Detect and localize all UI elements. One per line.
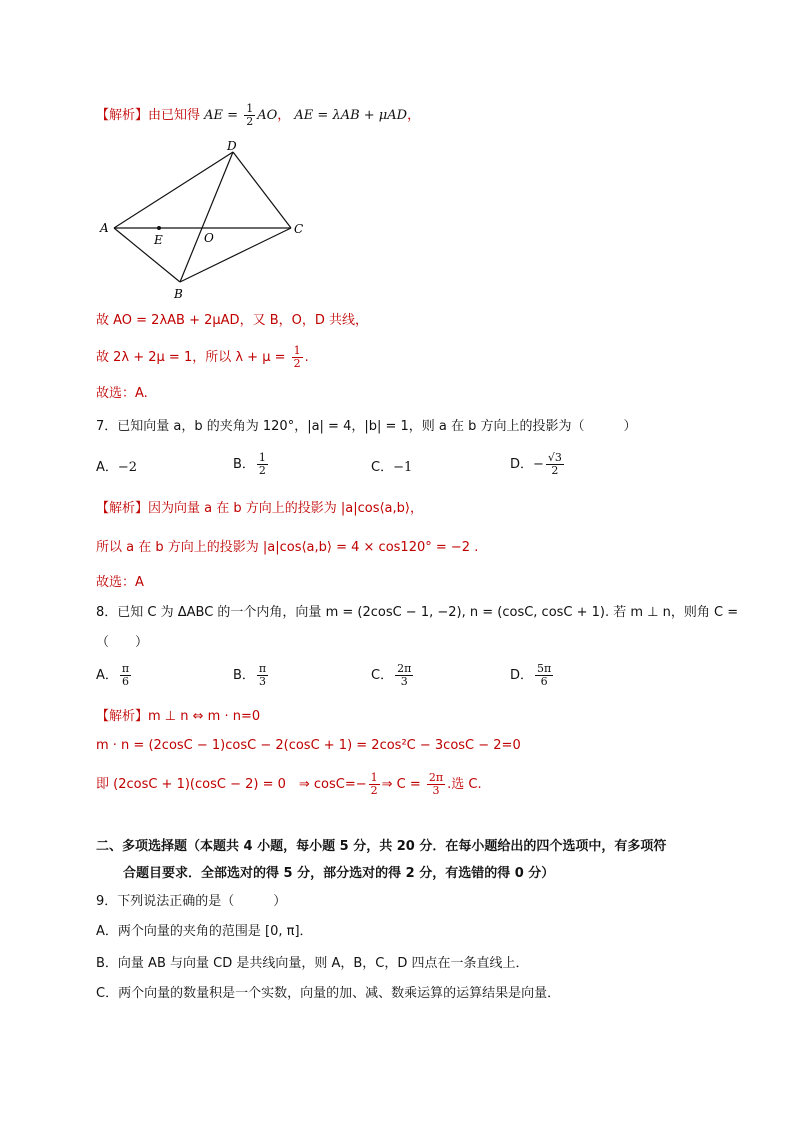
- sol6-line3: 故 2λ + 2μ = 1，所以 λ + μ = $\frac{1}{2}$ .: [96, 344, 309, 370]
- sol6-line2: 故 AO = 2λAB + 2μAD，又 B，O，D 共线，: [96, 313, 368, 328]
- q7-solution-line1: 【解析】因为向量 a 在 b 方向上的投影为 |a|cos⟨a,b⟩，: [96, 501, 423, 516]
- section-heading-line2: 合题目要求．全部选对的得 5 分，部分选对的得 2 分，有选错的得 0 分）: [123, 866, 555, 881]
- label-B: B: [174, 287, 183, 301]
- q8-option-c: C． $\frac{2\pi}{3}$: [371, 662, 412, 688]
- q8-option-a: A． $\frac{\pi}{6}$: [96, 662, 130, 688]
- q9-stem: 9．下列说法正确的是（ ）: [96, 894, 287, 909]
- q7-answer: 故选：A: [96, 575, 144, 590]
- q8-solution-line3: 即 (2cosC + 1)(cosC − 2) = 0 ⇒ cosC=− $\frac{1}{2}$ ⇒ C = $\frac{2\pi}{3}$ .选 C.: [96, 771, 482, 797]
- fraction: $\frac{1}{2}$: [246, 102, 254, 128]
- edge-AD: [114, 152, 233, 228]
- q7-option-a: A．−2: [96, 460, 138, 475]
- q8-solution-line2: m · n = (2cosC − 1)cosC − 2(cosC + 1) = 2cos²C − 3cosC − 2=0: [96, 738, 521, 753]
- edge-DC: [233, 152, 291, 228]
- edge-BA: [114, 228, 180, 282]
- section-heading-line1: 二、多项选择题（本题共 4 小题，每小题 5 分，共 20 分．在每小题给出的四个选项中，有多项符: [96, 839, 667, 854]
- q7-stem: 7．已知向量 a，b 的夹角为 120°，|a| = 4，|b| = 1，则 a 在 b 方向上的投影为（ ）: [96, 419, 637, 434]
- q8-stem-line2: （ ）: [96, 635, 149, 650]
- label-D: D: [227, 140, 237, 153]
- label-C: C: [294, 222, 304, 236]
- point-E: [157, 226, 161, 230]
- q7-option-b: B． $\frac{1}{2}$: [233, 451, 266, 477]
- label-O: O: [204, 231, 214, 245]
- q8-option-b: B． $\frac{\pi}{3}$: [233, 662, 267, 688]
- q8-solution-line1: 【解析】m ⊥ n ⇔ m · n=0: [96, 709, 261, 724]
- edge-CB: [180, 228, 291, 282]
- q7-solution-line2: 所以 a 在 b 方向上的投影为 |a|cos⟨a,b⟩ = 4 × cos120° = −2 .: [96, 540, 479, 555]
- label-E: E: [154, 233, 163, 247]
- q8-option-d: D． $\frac{5\pi}{6}$: [510, 662, 552, 688]
- solution-tag: 【解析】: [96, 108, 149, 123]
- sol6-answer: 故选：A.: [96, 386, 148, 401]
- q7-option-d: D．− $\frac{√3}{2}$: [510, 451, 562, 477]
- diagonal-DB: [180, 152, 233, 282]
- q9-option-b: B．向量 AB 与向量 CD 是共线向量，则 A，B，C，D 四点在一条直线上．: [96, 956, 529, 971]
- quadrilateral-figure: [96, 140, 316, 305]
- q8-stem-line1: 8．已知 C 为 ΔABC 的一个内角，向量 m = (2cosC − 1, −2), n = (cosC, cosC + 1). 若 m ⊥ n，则角 C =: [96, 605, 739, 620]
- sol6-line1: 【解析】由已知得 AE = $\frac{1}{2}$ AO， AE = λAB + μAD，: [96, 102, 421, 128]
- q7-option-c: C．−1: [371, 460, 413, 475]
- q9-option-a: A．两个向量的夹角的范围是 [0, π]．: [96, 924, 313, 939]
- q9-option-c: C．两个向量的数量积是一个实数，向量的加、减、数乘运算的运算结果是向量．: [96, 986, 561, 1001]
- fraction: $\frac{1}{2}$: [293, 344, 301, 370]
- label-A: A: [100, 221, 109, 235]
